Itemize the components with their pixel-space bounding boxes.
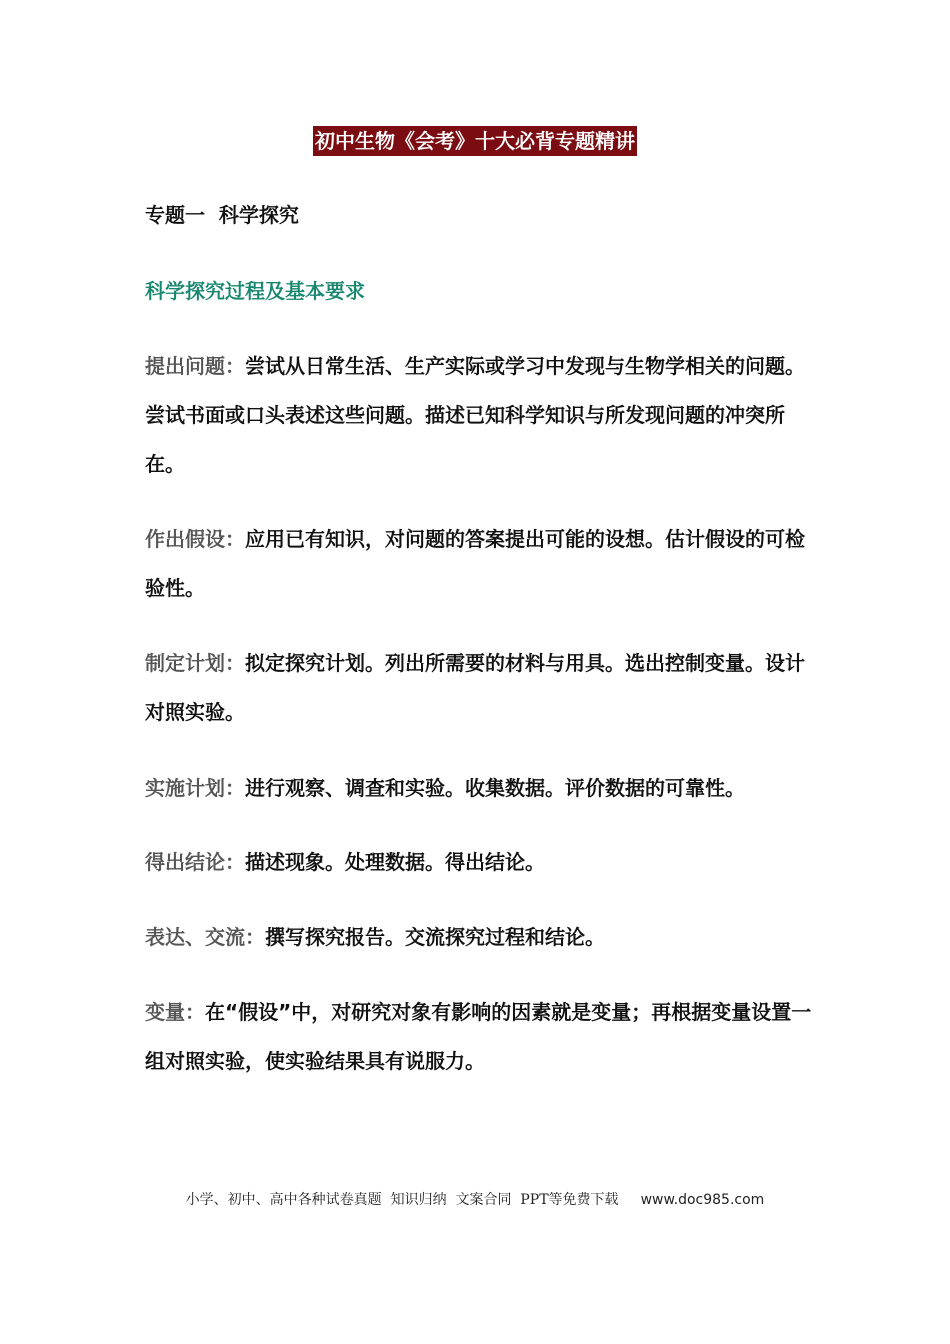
item-express-communicate: [145, 913, 815, 962]
item-draw-conclusion: [145, 838, 815, 887]
item-propose-question: [145, 342, 815, 489]
section-heading: 科学探究过程及基本要求: [145, 279, 365, 303]
footer-text: 小学、初中、高中各种试卷真题 知识归纳 文案合同 PPT等免费下载: [185, 1192, 619, 1208]
topic-heading: 专题一 科学探究: [145, 203, 299, 227]
item-text: 进行观察、调查和实验。收集数据。评价数据的可靠性。: [245, 776, 745, 800]
document-title-text: 初中生物《会考》十大必背专题精讲: [313, 126, 637, 156]
item-text: 尝试从日常生活、生产实际或学习中发现与生物学相关的问题。尝试书面或口头表述这些问题。描述已知科学知识与所发现问题的冲突所在。: [145, 354, 805, 476]
item-implement-plan: [145, 764, 845, 813]
item-make-hypothesis: [145, 515, 815, 613]
item-term: 得出结论：: [145, 850, 245, 874]
item-text: 应用已有知识，对问题的答案提出可能的设想。估计假设的可检验性。: [145, 527, 805, 600]
item-term: 作出假设：: [145, 527, 245, 551]
item-text: 描述现象。处理数据。得出结论。: [245, 850, 545, 874]
item-term: 制定计划：: [145, 651, 245, 675]
item-term: 提出问题：: [145, 354, 245, 378]
item-text: 在“假设”中，对研究对象有影响的因素就是变量；再根据变量设置一组对照实验，使实验结果具有说服力。: [145, 1000, 812, 1073]
item-text: 拟定探究计划。列出所需要的材料与用具。选出控制变量。设计对照实验。: [145, 651, 805, 724]
item-text: 撰写探究报告。交流探究过程和结论。: [265, 925, 605, 949]
item-make-plan: [145, 639, 815, 737]
footer-url[interactable]: www.doc985.com: [640, 1192, 765, 1208]
document-title: [0, 126, 950, 156]
item-term: 实施计划：: [145, 776, 245, 800]
item-term: 表达、交流：: [145, 925, 265, 949]
item-variable: [145, 988, 815, 1086]
page-footer: [0, 1190, 950, 1210]
item-term: 变量：: [145, 1000, 205, 1024]
